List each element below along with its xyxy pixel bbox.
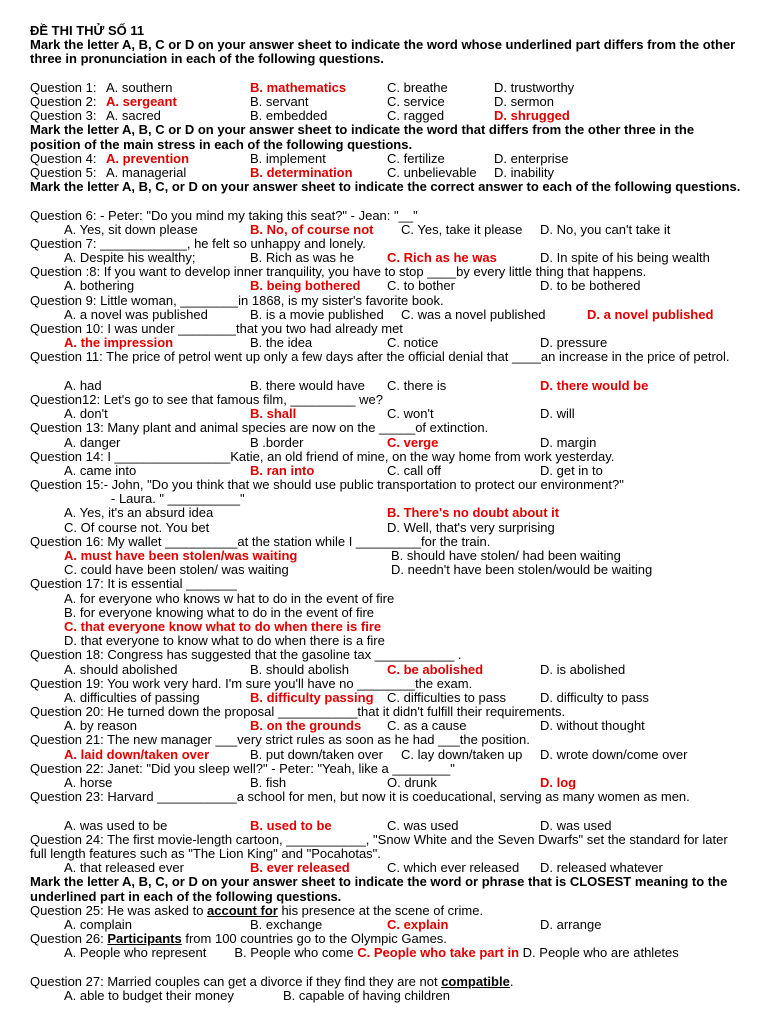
- option-b-answer: B. being bothered: [250, 278, 361, 294]
- option-a: A. had: [64, 377, 102, 393]
- option-b: B. put down/taken over: [250, 746, 383, 762]
- question-13-stem: Question 13: Many plant and animal species are now on the _____of extinction.: [30, 420, 489, 436]
- question-23-stem: Question 23: Harvard ___________a school for men, but now it is coeducational, serving as many women as men.: [30, 789, 690, 805]
- option-c: C. which ever released: [387, 860, 520, 876]
- option-d: D. trustworthy: [494, 79, 575, 95]
- option-d: D. to be bothered: [540, 278, 641, 294]
- option-d: D. enterprise: [494, 150, 569, 166]
- question-16-stem: Question 16: My wallet __________at the station while I _________for the train.: [30, 533, 491, 549]
- option-b: B. should have stolen/ had been waiting: [391, 548, 621, 564]
- option-a-answer: A. must have been stolen/was waiting: [64, 548, 298, 564]
- option-c: C. to bother: [387, 278, 455, 294]
- option-c: C. was a novel published: [401, 306, 546, 322]
- question-26-options: [30, 946, 742, 974]
- question-8-stem: Question :8: If you want to develop inner tranquility, you have to stop ____by every little thing that happens.: [30, 264, 647, 280]
- option-c-answer: C. be abolished: [387, 661, 484, 677]
- option-c: C. unbelievable: [387, 164, 477, 180]
- option-d-answer: D. log: [540, 775, 577, 791]
- option-c: C. as a cause: [387, 718, 467, 734]
- question-17-option-c-answer: C. that everyone know what to do when there is fire: [64, 618, 382, 634]
- option-d: D. will: [540, 406, 575, 422]
- option-b-answer: B. determination: [250, 164, 353, 180]
- option-a-answer: A. sergeant: [106, 93, 177, 109]
- question-11-options: [30, 379, 742, 393]
- question-17-option-d: D. that everyone to know what to do when there is a fire: [64, 633, 385, 649]
- question-22-options: [30, 776, 742, 790]
- option-d: D. arrange: [540, 916, 602, 932]
- question-15-stem-continued: - Laura. " __________": [111, 491, 245, 507]
- question-18-options: [30, 663, 742, 677]
- question-20-stem: Question 20: He turned down the proposal ___________that it didn't fulfill their requirements.: [30, 704, 566, 720]
- option-d-answer: D. there would be: [540, 377, 649, 393]
- option-d: D. No, you can't take it: [540, 221, 671, 237]
- question-21-stem: Question 21: The new manager ___very strict rules as soon as he had ___the position.: [30, 732, 530, 748]
- question-3: [30, 109, 742, 123]
- underlined-phrase: compatible: [441, 973, 510, 989]
- option-a: A. a novel was published: [64, 306, 208, 322]
- question-14-stem: Question 14: I ________________Katie, an old friend of mine, on the way home from work yesterday.: [30, 448, 615, 464]
- question-27-stem: Question 27: Married couples can get a divorce if they find they are not compatible.: [30, 973, 514, 989]
- option-c: C. could have been stolen/ was waiting: [64, 562, 289, 578]
- question-2: [30, 95, 742, 109]
- question-16-options-cd: [30, 563, 742, 577]
- option-b: B. exchange: [250, 916, 323, 932]
- exam-page: [30, 24, 742, 1003]
- option-c-answer: C. Rich as he was: [387, 250, 497, 266]
- option-b-answer: B. There's no doubt about it: [387, 505, 560, 521]
- question-4: [30, 152, 742, 166]
- option-b: B. should abolish: [250, 661, 350, 677]
- option-d: D. pressure: [540, 335, 608, 351]
- question-22-stem: Question 22: Janet: "Did you sleep well?" - Peter: "Yeah, like a ________": [30, 760, 455, 776]
- option-a: A. southern: [106, 79, 173, 95]
- option-d-answer: D. shrugged: [494, 108, 570, 124]
- question-2-stem: Question 2:: [30, 93, 97, 109]
- option-c-answer: C. explain: [387, 916, 449, 932]
- option-b-answer: B. on the grounds: [250, 718, 362, 734]
- option-b-answer: B. No, of course not: [250, 221, 374, 237]
- option-b-answer: B. difficulty passing: [250, 689, 374, 705]
- option-a: A. came into: [64, 462, 137, 478]
- question-21-options: [30, 748, 742, 762]
- option-c-answer: C. verge: [387, 434, 439, 450]
- question-20-options: [30, 719, 742, 733]
- question-27-options: [30, 989, 742, 1003]
- question-24-stem: Question 24: The first movie-length cartoon, ___________, "Snow White and the Seven Dwarfs" set the standard for later full length features such as "The Lion King" and "Pocahotas".: [30, 831, 728, 861]
- option-b: B. fish: [250, 775, 287, 791]
- option-a: A. don't: [64, 406, 108, 422]
- option-c: C. Of course not. You bet: [64, 519, 210, 535]
- question-15-options-ab: [30, 506, 742, 520]
- option-d: D. is abolished: [540, 661, 626, 677]
- question-26-stem: Question 26: Participants from 100 countries go to the Olympic Games.: [30, 931, 447, 947]
- question-10-stem: Question 10: I was under ________that you two had already met: [30, 321, 403, 336]
- question-13-options: [30, 436, 742, 450]
- option-c: O. drunk: [387, 775, 437, 791]
- question-23-options: [30, 819, 742, 833]
- question-11-stem: Question 11: The price of petrol went up only a few days after the official denial that ____an increase in the price of petrol.: [30, 349, 730, 365]
- option-a: A. Yes, it's an absurd idea: [64, 505, 214, 521]
- question-19-stem: Question 19: You work very hard. I'm sure you'll have no ________the exam.: [30, 675, 473, 691]
- section-1-instruction: Mark the letter A, B, C or D on your answer sheet to indicate the word whose underlined part differs from the other three in pronunciation in each of the following questions.: [30, 37, 736, 67]
- option-a-answer: A. laid down/taken over: [64, 746, 210, 762]
- question-5-stem: Question 5:: [30, 164, 97, 180]
- option-c: C. Yes, take it please: [401, 221, 523, 237]
- question-4-stem: Question 4:: [30, 150, 97, 166]
- underlined-phrase: account for: [207, 902, 278, 918]
- option-a: A. that released ever: [64, 860, 184, 876]
- question-25-stem: Question 25: He was asked to account for his presence at the scene of crime.: [30, 902, 484, 918]
- option-d: D. Well, that's very surprising: [387, 519, 555, 535]
- question-19-options: [30, 691, 742, 705]
- option-a: A. difficulties of passing: [64, 689, 200, 705]
- option-d: D. released whatever: [540, 860, 663, 876]
- option-a: A. horse: [64, 775, 113, 791]
- option-b: B. the idea: [250, 335, 313, 351]
- option-a: A. Despite his wealthy;: [64, 250, 196, 266]
- option-a: A. sacred: [106, 108, 161, 124]
- option-d: D. In spite of his being wealth: [540, 250, 710, 266]
- option-b-answer: B. mathematics: [250, 79, 347, 95]
- option-d: D. margin: [540, 434, 597, 450]
- option-b-answer: B. ran into: [250, 462, 315, 478]
- question-9-options: [30, 308, 742, 322]
- option-d: D. was used: [540, 817, 612, 833]
- option-b: B. capable of having children: [283, 987, 450, 1003]
- option-c: C. there is: [387, 377, 447, 393]
- option-a: A. by reason: [64, 718, 137, 734]
- option-a-answer: A. the impression: [64, 335, 174, 351]
- option-c: C. lay down/taken up: [401, 746, 523, 762]
- option-b: B. servant: [250, 93, 309, 109]
- question-16-options-ab: [30, 549, 742, 563]
- option-a: A. danger: [64, 434, 121, 450]
- option-b: B. implement: [250, 150, 326, 166]
- option-b: B. is a movie published: [250, 306, 384, 322]
- option-b: B. People who come: [234, 945, 354, 961]
- option-d: D. needn't have been stolen/would be waiting: [391, 562, 653, 578]
- question-8-options: [30, 279, 742, 293]
- question-6-options: [30, 223, 742, 237]
- option-c: C. ragged: [387, 108, 445, 124]
- option-b-answer: B. shall: [250, 406, 297, 422]
- question-18-stem: Question 18: Congress has suggested that the gasoline tax ___________ .: [30, 647, 462, 663]
- option-c: C. service: [387, 93, 445, 109]
- question-6-stem: Question 6: - Peter: "Do you mind my taking this seat?" - Jean: "__": [30, 207, 418, 223]
- option-b: B .border: [250, 434, 304, 450]
- option-a: A. should abolished: [64, 661, 178, 677]
- question-25-options: [30, 918, 742, 932]
- question-17-option-b: B. for everyone knowing what to do in the event of fire: [64, 604, 375, 620]
- question-15-stem: Question 15:- John, "Do you think that we should use public transportation to protect our environment?": [30, 477, 624, 493]
- option-c: C. notice: [387, 335, 439, 351]
- underlined-phrase: Participants: [107, 931, 182, 947]
- section-2-instruction: Mark the letter A, B, C or D on your answer sheet to indicate the word that differs from the other three in the position of the main stress in each of the following questions.: [30, 122, 695, 152]
- question-5: [30, 166, 742, 180]
- option-b-answer: B. ever released: [250, 860, 350, 876]
- option-c: C. fertilize: [387, 150, 445, 166]
- option-d: D. difficulty to pass: [540, 689, 649, 705]
- question-14-options: [30, 464, 742, 478]
- option-b: B. Rich as was he: [250, 250, 355, 266]
- option-d-answer: D. a novel published: [587, 306, 714, 322]
- option-b-answer: B. used to be: [250, 817, 332, 833]
- option-a: A. bothering: [64, 278, 135, 294]
- question-1-stem: Question 1:: [30, 79, 97, 95]
- option-c: C. breathe: [387, 79, 448, 95]
- option-d: D. wrote down/come over: [540, 746, 688, 762]
- option-a: A. able to budget their money: [64, 987, 234, 1003]
- option-c: C. call off: [387, 462, 441, 478]
- section-4-instruction: Mark the letter A, B, C, or D on your answer sheet to indicate the word or phrase that is CLOSEST meaning to the underlined part in each of the following questions.: [30, 874, 728, 904]
- question-10-options: [30, 336, 742, 350]
- question-17-option-a: A. for everyone who knows w hat to do in the event of fire: [64, 590, 395, 606]
- question-9-stem: Question 9: Little woman, ________in 1868, is my sister's favorite book.: [30, 292, 444, 308]
- question-15-options-cd: [30, 521, 742, 535]
- question-24-options: [30, 861, 742, 875]
- question-12-options: [30, 407, 742, 421]
- option-d: D. get in to: [540, 462, 603, 478]
- section-3-instruction: Mark the letter A, B, C, or D on your answer sheet to indicate the correct answer to each of the following questions.: [30, 179, 741, 195]
- option-d: D. People who are athletes: [522, 945, 679, 961]
- option-a-answer: A. prevention: [106, 150, 190, 166]
- question-3-stem: Question 3:: [30, 108, 97, 124]
- question-17-stem: Question 17: It is essential _______: [30, 576, 237, 592]
- question-7-options: [30, 251, 742, 265]
- option-d: D. without thought: [540, 718, 645, 734]
- option-c: C. was used: [387, 817, 459, 833]
- option-a: A. was used to be: [64, 817, 168, 833]
- option-c: C. difficulties to pass: [387, 689, 506, 705]
- exam-title: ĐỀ THI THỬ SỐ 11: [30, 23, 145, 38]
- option-d: D. sermon: [494, 93, 554, 109]
- question-7-stem: Question 7: ____________, he felt so unhappy and lonely.: [30, 235, 366, 251]
- option-b: B. embedded: [250, 108, 328, 124]
- option-c-answer: C. People who take part in: [357, 945, 520, 961]
- question-12-stem: Question12: Let's go to see that famous film, _________ we?: [30, 391, 383, 407]
- option-b: B. there would have: [250, 377, 365, 393]
- option-a: A. Yes, sit down please: [64, 221, 198, 237]
- option-a: A. People who represent: [64, 945, 207, 961]
- option-c: C. won't: [387, 406, 434, 422]
- question-1: [30, 81, 742, 95]
- option-d: D. inability: [494, 164, 554, 180]
- option-a: A. complain: [64, 916, 132, 932]
- option-a: A. managerial: [106, 164, 187, 180]
